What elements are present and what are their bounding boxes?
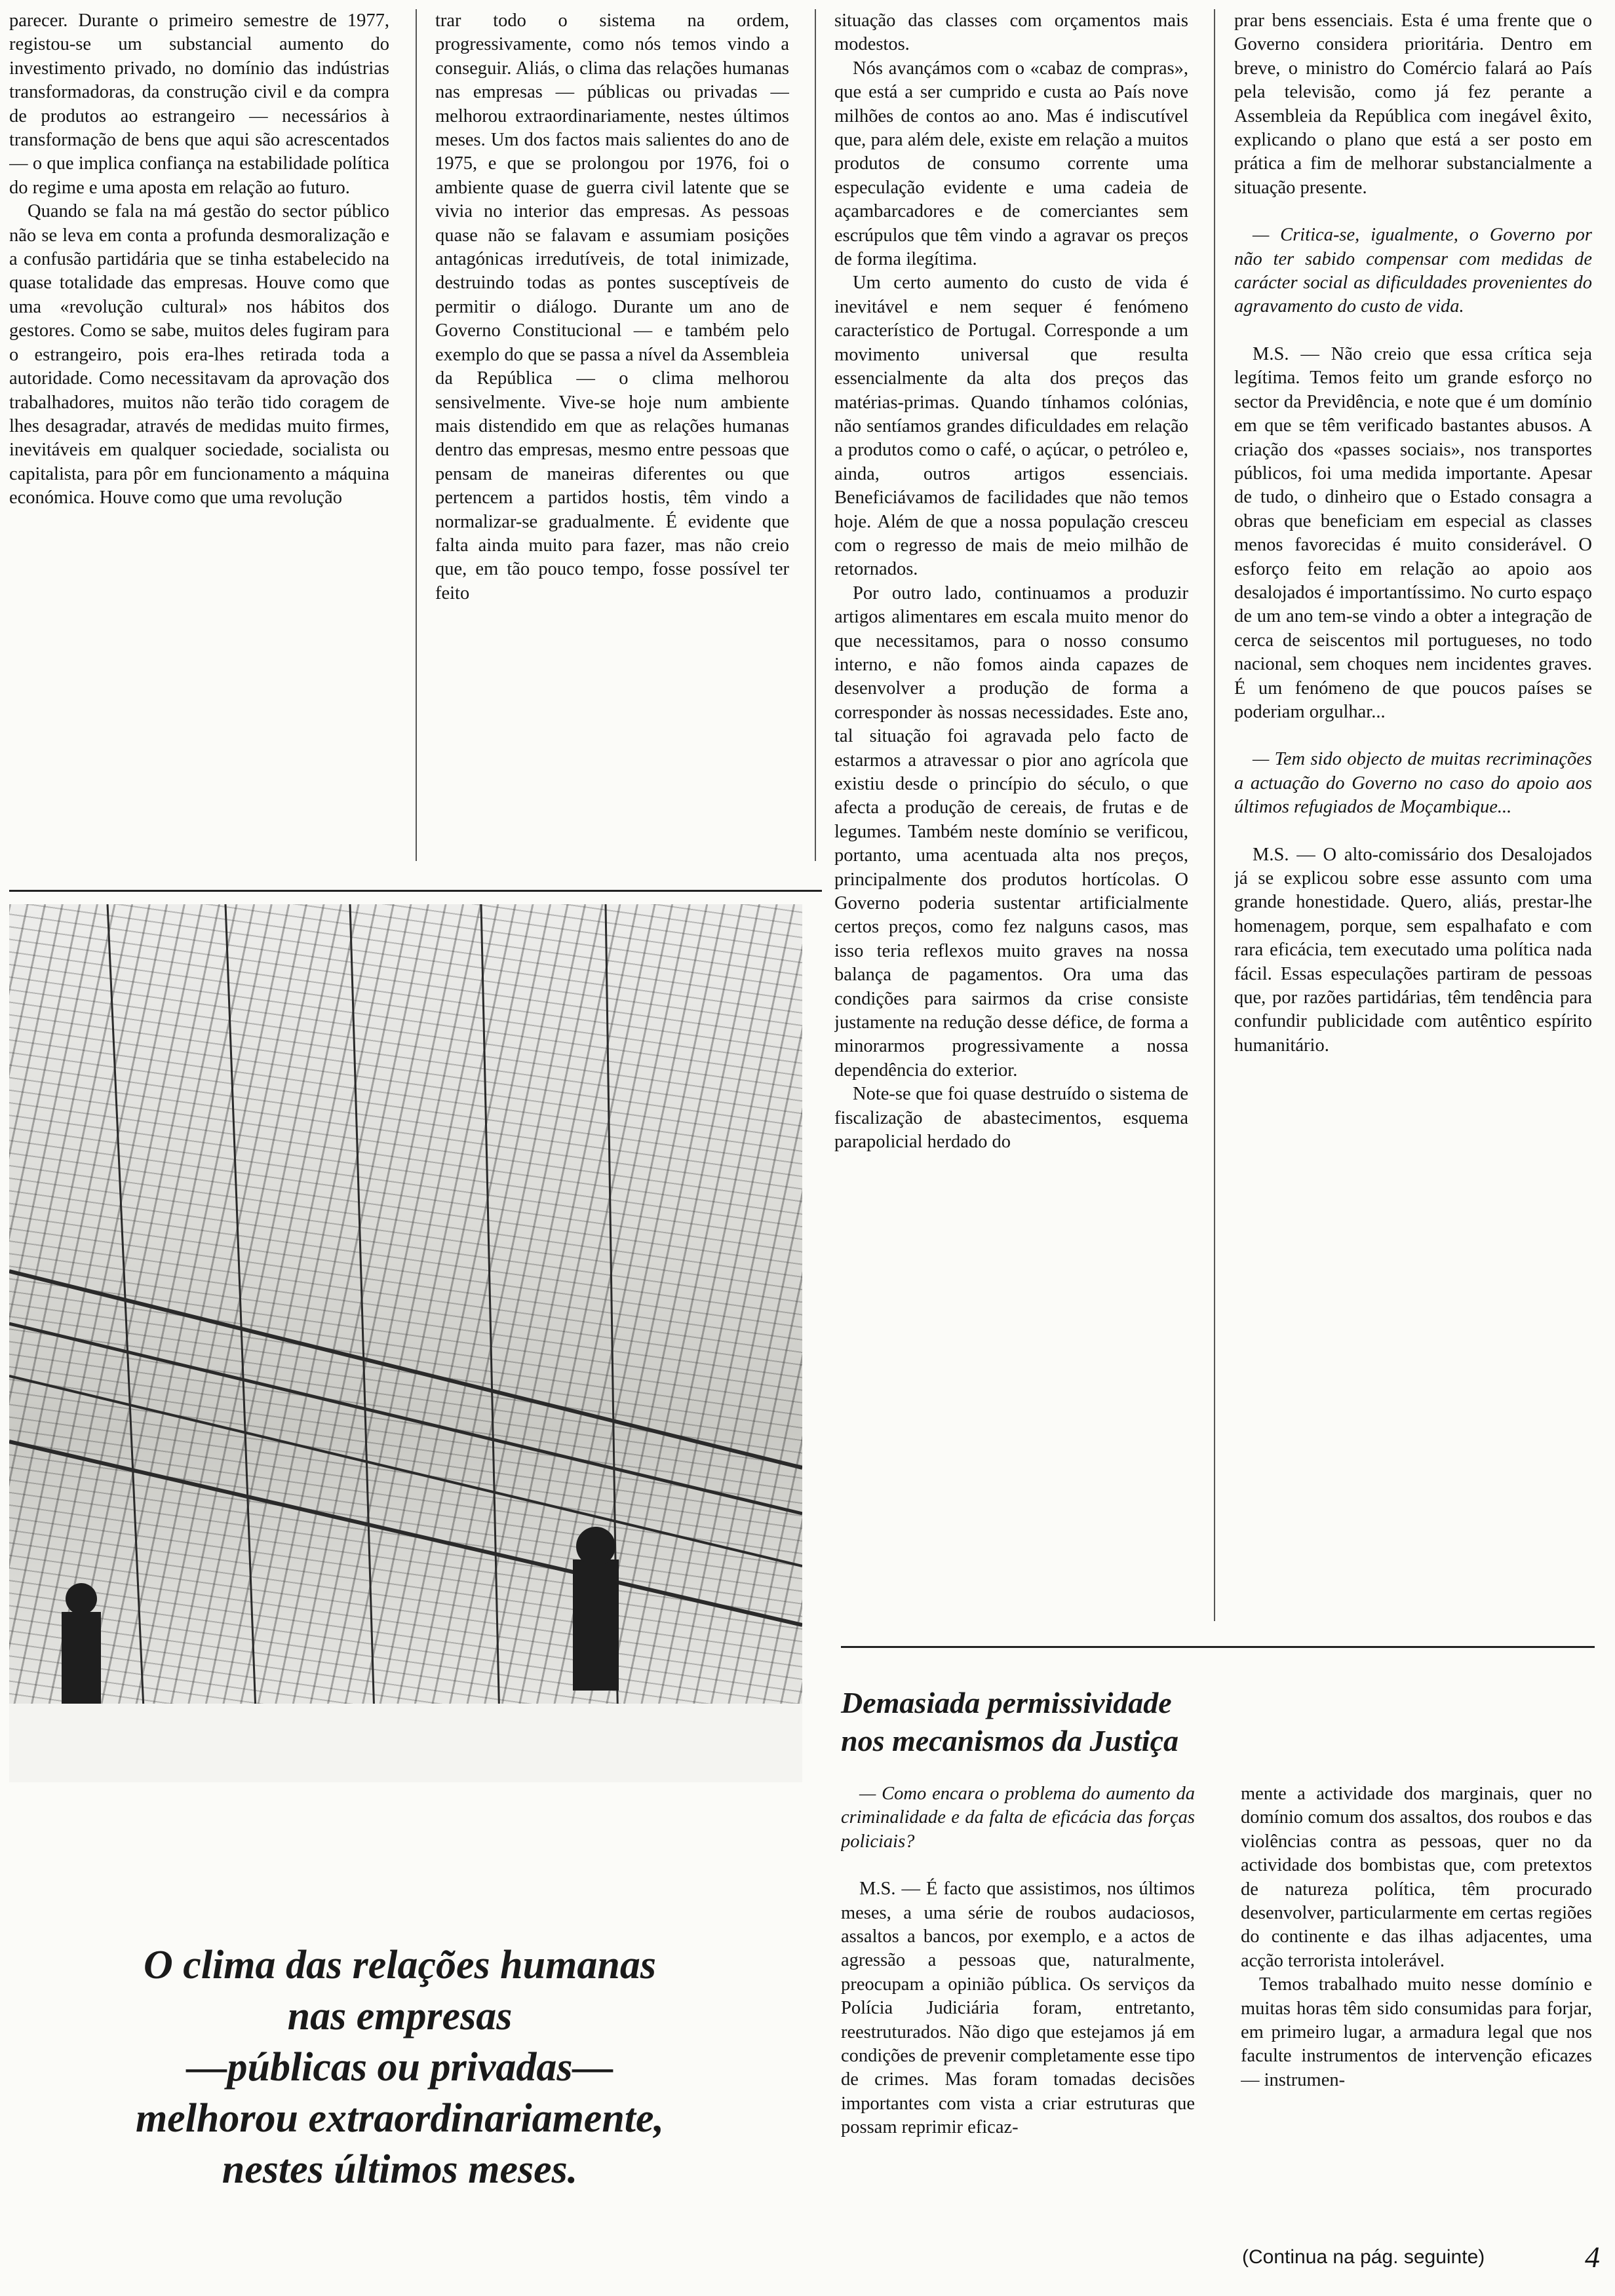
paragraph: M.S. — O alto-comissário dos Desalojados já se explicou sobre esse assunto com uma grande honestidade. Quero, aliás, prestar-lhe homenagem, porque, sem espalhafato e com rara eficácia, tem executado uma política nada fácil. Essas especulações partiram de pessoas que, por razões partidárias, têm tendência para confundir publicidade com autêntico espírito humanitário.	[1234, 844, 1592, 1056]
headline-line: nos mecanismos da Justiça	[841, 1724, 1179, 1757]
article-column-1	[9, 9, 389, 858]
page-number: 4	[1585, 2240, 1600, 2274]
paragraph: prar bens essenciais. Esta é uma frente que o Governo considera prioritária. Dentro em breve, o ministro do Comércio falará ao País pela televisão, como já fez perante a Assembleia da República com inegável êxito, explicando o plano que está a ser posto em prática a fim de melhorar substancialmente a situação presente.	[1234, 10, 1592, 198]
divider	[9, 890, 822, 892]
article-column-6	[1241, 1782, 1592, 2234]
divider	[1214, 9, 1215, 1621]
paragraph: parecer. Durante o primeiro semestre de 1977, registou-se um substancial aumento do investimento privado, no domínio das indústrias transformadoras, da construção civil e da compra de produtos ao estrangeiro — necessários à transformação de bens que aqui são acrescentados — o que implica confiança na estabilidade política do regime e uma aposta em relação ao futuro.	[9, 10, 389, 198]
interview-question: — Critica-se, igualmente, o Governo por não ter sabido compensar com medidas de carácter social as dificuldades provenientes do agravamento do custo de vida.	[1234, 225, 1592, 317]
paragraph: Um certo aumento do custo de vida é inevitável e nem sequer é fenómeno característico de Portugal. Corresponde a um movimento universal que resulta essencialmente da alta dos preços das matérias-primas. Quando tínhamos colónias, não sentíamos grandes dificuldades em relação a produtos como o café, o açúcar, o petróleo e, ainda, outros artigos essenciais. Beneficiávamos de facilidades que não temos hoje. Além de que a nossa população cresceu com o regresso de mais de meio milhão de retornados.	[834, 273, 1188, 580]
paragraph: situação das classes com orçamentos mais modestos.	[834, 10, 1188, 55]
paragraph: Quando se fala na má gestão do sector público não se leva em conta a profunda desmoralização e a confusão partidária que se tinha estabelecido na quase totalidade das empresas. Houve como que uma «revolução cultural» nos hábitos dos gestores. Como se sabe, muitos deles fugiram para o estrangeiro, pois era-lhes retirada toda a autoridade. Como necessitavam da aprovação dos trabalhadores, muitos não terão tido coragem de lhes desagradar, através de medidas muito firmes, inevitáveis em qualquer sociedade, socialista ou capitalista, para pôr em funcionamento a máquina económica. Houve como que uma revolução	[9, 201, 389, 508]
caption-line: nestes últimos meses.	[222, 2147, 578, 2192]
headline-line: Demasiada permissividade	[841, 1686, 1172, 1719]
continuation-note: (Continua na pág. seguinte)	[1242, 2246, 1485, 2268]
article-column-3	[834, 9, 1188, 1595]
divider	[416, 9, 417, 861]
photo-illustration	[9, 904, 802, 1782]
paragraph: M.S. — Não creio que essa crítica seja legítima. Temos feito um grande esforço no sector da Previdência, e note que é um domínio em que se têm verificado bastantes abusos. A criação dos «passes sociais», nos transportes públicos, foi uma medida importante. Apesar de tudo, o dinheiro que o Estado consagra a obras que beneficiam em especial as classes menos favorecidas é muito considerável. O esforço feito em relação ao apoio aos desalojados é importantíssimo. No curto espaço de um ano tem-se vindo a obter a integração de cerca de seiscentos mil portugueses, no todo nacional, sem choques nem incidentes graves. É um fenómeno de que poucos países se poderiam orgulhar...	[1234, 343, 1592, 722]
caption-line: nas empresas	[287, 1994, 513, 2038]
paragraph: M.S. — É facto que assistimos, nos últimos meses, a uma série de roubos audaciosos, assaltos a bancos, por exemplo, e a actos de agressão a pessoas que, naturalmente, preocupam a opinião pública. Os serviços da Polícia Judiciária foram, entretanto, reestruturados. Não digo que estejamos já em condições de prevenir completamente esse tipo de crimes. Mas foram tomadas decisões importantes com vista a criar estruturas que possam reprimir eficaz-	[841, 1879, 1195, 2138]
article-column-2	[435, 9, 789, 858]
caption-line: —públicas ou privadas—	[186, 2045, 613, 2090]
divider	[841, 1646, 1595, 1648]
paragraph: Por outro lado, continuamos a produzir artigos alimentares em escala muito menor do que necessitamos, para o nosso consumo interno, e não fomos ainda capazes de desenvolver a produção de forma a corresponder às nossas necessidades. Este ano, tal situação foi agravada pelo facto de estarmos a atravessar o pior ano agrícola que existiu desde o princípio do século, o que afecta a produção de cereais, de frutas e de legumes. Também neste domínio se verificou, portanto, uma acentuada alta nos preços, principalmente dos produtos hortícolas. O Governo poderia sustentar artificialmente certos preços, como fez nalguns casos, mas isso teria reflexos muito graves na nossa balança de pagamentos. Ora uma das condições para sairmos da crise consiste justamente na redução desse défice, de forma a minorarmos progressivamente a nossa dependência do exterior.	[834, 583, 1188, 1081]
section-headline	[841, 1684, 1378, 1760]
paragraph: mente a actividade dos marginais, quer no domínio comum dos assaltos, dos roubos e das violências contra as pessoas, quer no da actividade dos bombistas que, com pretextos de natureza política, têm procurado desenvolver, particularmente em certas regiões do continente e das ilhas adjacentes, uma acção terrorista intolerável.	[1241, 1784, 1592, 1971]
photo-caption	[26, 1940, 773, 2195]
article-column-4	[1234, 9, 1592, 1595]
divider	[815, 9, 816, 861]
paragraph: Nós avançámos com o «cabaz de compras», que está a ser cumprido e custa ao País nove milhões de contos ao ano. Mas é indiscutível que, para além dele, existe em relação a muitos produtos de consumo corrente uma especulação evidente e uma cadeia de açambarcadores e de comerciantes sem escrúpulos que têm vindo a agravar os preços de forma ilegítima.	[834, 58, 1188, 270]
paragraph: Note-se que foi quase destruído o sistema de fiscalização de abastecimentos, esquema parapolicial herdado do	[834, 1084, 1188, 1153]
paragraph: Temos trabalhado muito nesse domínio e muitas horas têm sido consumidas para forjar, em primeiro lugar, a armadura legal que nos faculte instrumentos de intervenção eficazes — instrumen-	[1241, 1974, 1592, 2090]
paragraph: trar todo o sistema na ordem, progressivamente, como nós temos vindo a conseguir. Aliás, o clima das relações humanas nas empresas — públicas ou privadas — melhorou extraordinariamente, nestes últimos meses. Um dos factos mais salientes do ano de 1975, e que se prolongou por 1976, foi o ambiente quase de guerra civil latente que se vivia no interior das empresas. As pessoas quase não se falavam e assumiam posições antagónicas irredutíveis, de total inimizade, destruindo todas as pontes susceptíveis de permitir o diálogo. Durante um ano de Governo Constitucional — e também pelo exemplo do que se passa a nível da Assembleia da República — o clima melhorou sensivelmente. Vive-se hoje num ambiente mais distendido em que as relações humanas dentro das empresas, mesmo entre pessoas que pensam de maneiras diferentes ou que pertencem a partidos hostis, têm vindo a normalizar-se gradualmente. É evidente que falta ainda muito para fazer, mas não creio que, em tão pouco tempo, fosse possível ter feito	[435, 10, 789, 603]
caption-line: O clima das relações humanas	[144, 1943, 656, 1987]
interview-question: — Tem sido objecto de muitas recriminações a actuação do Governo no caso do apoio aos últimos refugiados de Moçambique...	[1234, 749, 1592, 818]
article-column-5	[841, 1782, 1195, 2293]
interview-question: — Como encara o problema do aumento da criminalidade e da falta de eficácia das forças policiais?	[841, 1784, 1195, 1852]
caption-line: melhorou extraordinariamente,	[135, 2096, 665, 2141]
factory-photo	[9, 904, 802, 1782]
